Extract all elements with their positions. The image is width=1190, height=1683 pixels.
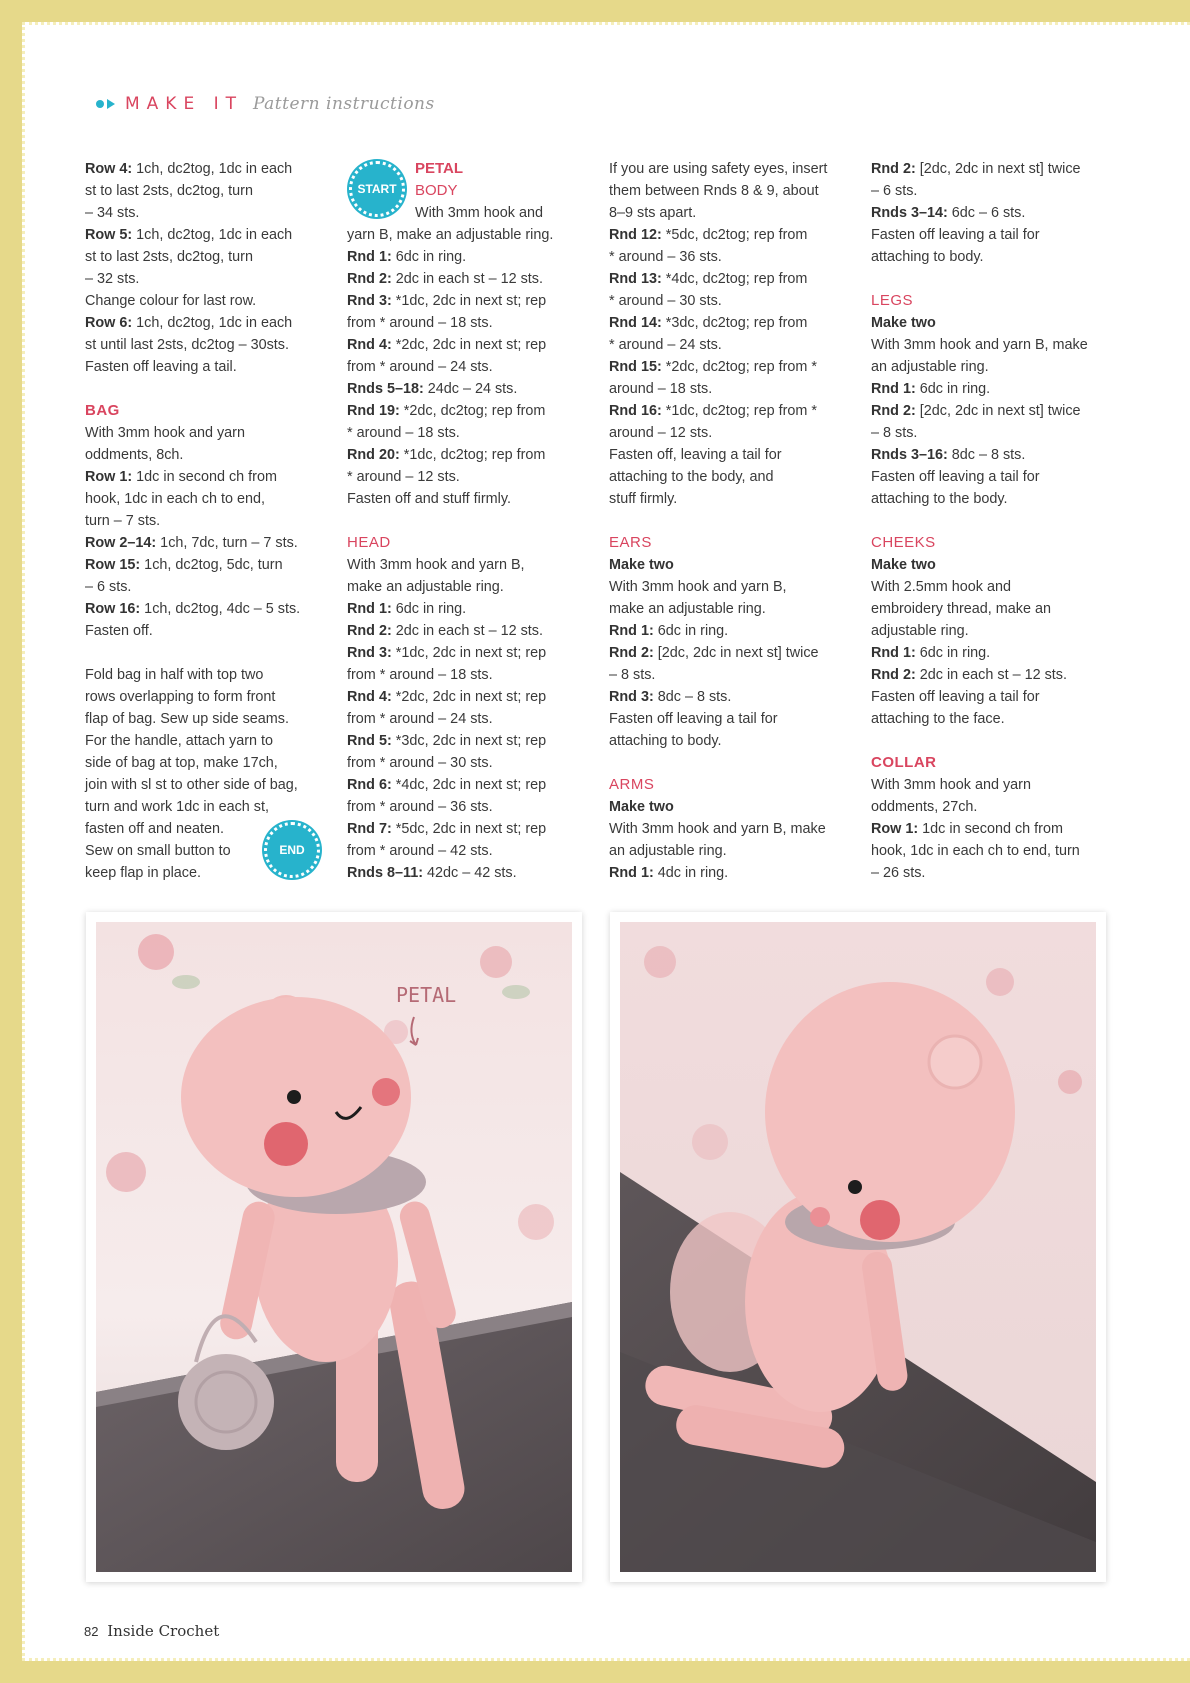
pattern-line: Rnd 1: 6dc in ring. bbox=[871, 381, 991, 397]
pattern-line: Rnds 3–14: 6dc – 6 sts. Fasten off leaving a tail for attaching to body. bbox=[871, 205, 1040, 265]
page-header bbox=[96, 94, 435, 114]
pattern-line: Rnd 1: 6dc in ring. bbox=[871, 645, 991, 661]
pattern-line: Rnd 13: *4dc, dc2tog; rep from * around – 30 sts. bbox=[609, 271, 808, 309]
petal-heading bbox=[415, 158, 463, 202]
pattern-line: Row 2–14: 1ch, 7dc, turn – 7 sts. bbox=[85, 535, 298, 551]
photo-frame-left bbox=[86, 912, 582, 1582]
pattern-line: Rnd 2: 2dc in each st – 12 sts. bbox=[347, 623, 543, 639]
ears-intro: With 3mm hook and yarn B, make an adjustable ring. bbox=[609, 579, 787, 617]
pattern-line: Rnd 20: *1dc, dc2tog; rep from * around – 12 sts. Fasten off and stuff firmly. bbox=[347, 447, 546, 507]
pattern-line: Rnd 19: *2dc, dc2tog; rep from * around – 18 sts. bbox=[347, 403, 546, 441]
pattern-line: Rnd 1: 6dc in ring. bbox=[347, 601, 467, 617]
eyes-note: If you are using safety eyes, insert them between Rnds 8 & 9, about 8–9 sts apart. bbox=[609, 161, 828, 221]
make-two-label: Make two bbox=[871, 315, 936, 331]
body-title: BODY bbox=[415, 182, 458, 199]
pattern-line: Row 6: 1ch, dc2tog, 1dc in each st until last 2sts, dc2tog – 30sts. Fasten off leaving a tail. bbox=[85, 315, 293, 375]
toy-photo-side bbox=[620, 922, 1096, 1572]
bag-title: BAG bbox=[85, 402, 120, 419]
arms-title: ARMS bbox=[609, 776, 655, 793]
pattern-line: Row 4: 1ch, dc2tog, 1dc in each st to last 2sts, dc2tog, turn – 34 sts. bbox=[85, 161, 293, 221]
pattern-line: Rnd 1: 6dc in ring. bbox=[347, 249, 467, 265]
pattern-line: Rnd 7: *5dc, 2dc in next st; rep from * around – 42 sts. bbox=[347, 821, 547, 859]
pattern-line: Rnd 12: *5dc, dc2tog; rep from * around – 36 sts. bbox=[609, 227, 808, 265]
body-intro: With 3mm hook and yarn B, make an adjustable ring. bbox=[347, 205, 554, 243]
page-footer bbox=[84, 1622, 219, 1640]
cheeks-title: CHEEKS bbox=[871, 534, 936, 551]
make-two-label: Make two bbox=[871, 557, 936, 573]
legs-intro: With 3mm hook and yarn B, make an adjustable ring. bbox=[871, 337, 1088, 375]
pattern-line: Rnd 2: [2dc, 2dc in next st] twice – 6 sts. bbox=[871, 161, 1081, 199]
cheeks-intro: With 2.5mm hook and embroidery thread, make an adjustable ring. bbox=[871, 579, 1051, 639]
magazine-name: Inside Crochet bbox=[107, 1622, 220, 1640]
pattern-line: Rnd 6: *4dc, 2dc in next st; rep from * around – 36 sts. bbox=[347, 777, 547, 815]
page-number: 82 bbox=[84, 1624, 99, 1639]
pattern-line: Row 16: 1ch, dc2tog, 4dc – 5 sts. Fasten off. bbox=[85, 601, 301, 639]
bag-finish: Fold bag in half with top two rows overlapping to form front flap of bag. Sew up side seams. For the handle, attach yarn to side of bag at top, make 17ch, join with sl st to other side of bag, turn and work 1dc in each st, fasten off and neaten. Sew on small button to keep flap in place. bbox=[85, 667, 298, 881]
crochet-toy-image bbox=[96, 922, 572, 1572]
arms-intro: With 3mm hook and yarn B, make an adjustable ring. bbox=[609, 821, 826, 859]
petal-photo-label: PETAL bbox=[396, 983, 457, 1007]
toy-photo-front bbox=[96, 922, 572, 1572]
pattern-line: Rnd 3: 8dc – 8 sts. Fasten off leaving a tail for attaching to body. bbox=[609, 689, 778, 749]
start-badge: START bbox=[349, 161, 405, 217]
arrow-icon bbox=[96, 99, 115, 109]
make-two-label: Make two bbox=[609, 557, 674, 573]
column-3 bbox=[609, 158, 854, 884]
pattern-line: Rnd 4: *2dc, 2dc in next st; rep from * around – 24 sts. bbox=[347, 337, 547, 375]
pattern-line: Rnd 2: 2dc in each st – 12 sts. bbox=[347, 271, 543, 287]
pattern-name: PETAL bbox=[415, 160, 464, 177]
pattern-line: Rnd 4: *2dc, 2dc in next st; rep from * around – 24 sts. bbox=[347, 689, 547, 727]
row-list bbox=[85, 158, 317, 378]
head-intro: With 3mm hook and yarn B, make an adjustable ring. bbox=[347, 557, 525, 595]
pattern-line: Rnd 3: *1dc, 2dc in next st; rep from * around – 18 sts. bbox=[347, 293, 547, 331]
pattern-line: Rnd 16: *1dc, dc2tog; rep from * around – 12 sts. Fasten off, leaving a tail for attaching to the body, and stuff firmly. bbox=[609, 403, 817, 507]
make-two-label: Make two bbox=[609, 799, 674, 815]
pattern-line: Rnd 15: *2dc, dc2tog; rep from * around – 18 sts. bbox=[609, 359, 817, 397]
bag-intro: With 3mm hook and yarn oddments, 8ch. bbox=[85, 425, 245, 463]
pattern-line: Rnd 5: *3dc, 2dc in next st; rep from * around – 30 sts. bbox=[347, 733, 547, 771]
end-badge: END bbox=[264, 822, 320, 878]
section-subtitle: Pattern instructions bbox=[253, 94, 435, 114]
pattern-line: Rnd 2: 2dc in each st – 12 sts. Fasten off leaving a tail for attaching to the face. bbox=[871, 667, 1067, 727]
head-title: HEAD bbox=[347, 534, 391, 551]
column-1 bbox=[85, 158, 317, 884]
column-4 bbox=[871, 158, 1116, 884]
pattern-line: Rnd 3: *1dc, 2dc in next st; rep from * around – 18 sts. bbox=[347, 645, 547, 683]
ears-title: EARS bbox=[609, 534, 652, 551]
pattern-line: Row 1: 1dc in second ch from hook, 1dc in each ch to end, turn – 26 sts. bbox=[871, 821, 1080, 881]
pattern-line: Row 15: 1ch, dc2tog, 5dc, turn – 6 sts. bbox=[85, 557, 283, 595]
pattern-line: Rnd 14: *3dc, dc2tog; rep from * around – 24 sts. bbox=[609, 315, 808, 353]
pattern-line: Rnds 5–18: 24dc – 24 sts. bbox=[347, 381, 518, 397]
pattern-line: Rnd 2: [2dc, 2dc in next st] twice – 8 sts. bbox=[609, 645, 819, 683]
photo-frame-right bbox=[610, 912, 1106, 1582]
section-title: MAKE IT bbox=[125, 94, 243, 114]
pattern-line: Row 5: 1ch, dc2tog, 1dc in each st to last 2sts, dc2tog, turn – 32 sts. Change colour for last row. bbox=[85, 227, 293, 309]
pattern-line: Row 1: 1dc in second ch from hook, 1dc in each ch to end, turn – 7 sts. bbox=[85, 469, 277, 529]
crochet-toy-image-side bbox=[620, 922, 1096, 1572]
column-2 bbox=[347, 202, 587, 884]
pattern-line: Rnds 3–16: 8dc – 8 sts. Fasten off leaving a tail for attaching to the body. bbox=[871, 447, 1040, 507]
pattern-line: Rnd 1: 4dc in ring. bbox=[609, 865, 729, 881]
pattern-line: Rnds 8–11: 42dc – 42 sts. bbox=[347, 865, 517, 881]
collar-title: COLLAR bbox=[871, 754, 937, 771]
pattern-line: Rnd 2: [2dc, 2dc in next st] twice – 8 sts. bbox=[871, 403, 1081, 441]
legs-title: LEGS bbox=[871, 292, 914, 309]
collar-intro: With 3mm hook and yarn oddments, 27ch. bbox=[871, 777, 1031, 815]
pattern-line: Rnd 1: 6dc in ring. bbox=[609, 623, 729, 639]
